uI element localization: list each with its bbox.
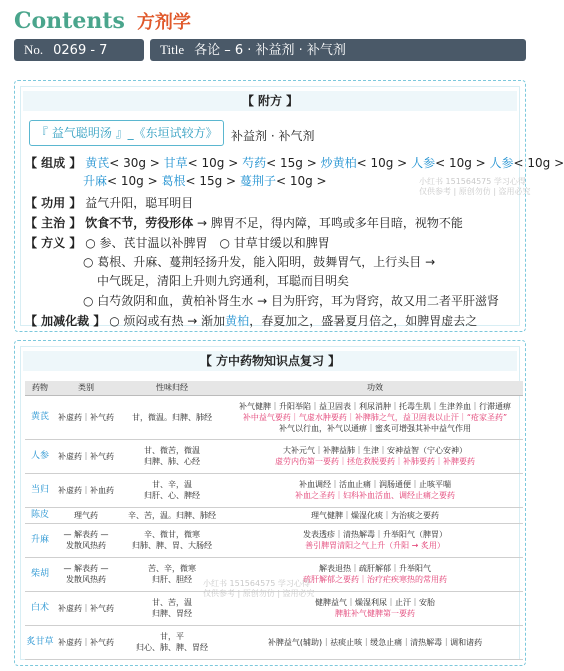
table-row	[25, 507, 523, 523]
effect-line: 补气健脾｜升阳举陷｜益卫固表｜利尿消肿｜托毒生肌｜生津养血｜行滞通痹	[239, 401, 511, 411]
herb-cell: 当归	[25, 473, 55, 507]
review-heading: 【 方中药物知识点复习 】	[23, 351, 517, 371]
composition-line-2	[83, 174, 327, 188]
title-value: 各论 – 6 · 补益剂 · 补气剂	[194, 43, 346, 58]
column-header: 功效	[227, 381, 523, 395]
review-panel	[14, 340, 526, 666]
effect-cell	[227, 625, 523, 659]
herb-dose: < 30g >	[109, 156, 160, 170]
title-bar	[150, 39, 526, 61]
category-line: 补虚药｜补气药	[58, 451, 114, 461]
table-row	[25, 395, 523, 439]
effect-line: 补血之圣药｜妇科补血活血、调经止痛之要药	[295, 491, 455, 500]
page-header	[14, 8, 191, 34]
header-title-en: Contents	[14, 8, 125, 34]
effect-row	[25, 195, 193, 211]
effect-line: 虚劳内伤第一要药｜拯危救脱要药｜补肺要药｜补脾要药	[275, 457, 475, 466]
watermark-line-1: 小红书 151564575 学习心得	[419, 177, 526, 186]
nature-line: 甘、苦，温	[152, 598, 192, 607]
herb-dose: < 10g >	[513, 156, 564, 170]
nature-cell	[117, 395, 227, 439]
nature-line: 归肝、心、脾经	[144, 491, 200, 500]
herb-name: 甘草	[163, 156, 188, 170]
nature-line: 甘，微温。归脾、肺经	[132, 412, 212, 422]
herb-cell: 柴胡	[25, 557, 55, 591]
category-line: 补虚药｜补气药	[58, 412, 114, 422]
category-line: 理气药	[74, 510, 98, 520]
nature-line: 归脾、胃经	[152, 609, 192, 618]
analysis-row	[25, 235, 330, 251]
nature-line: 甘、微苦，微温	[144, 446, 200, 455]
herb-cell: 人参	[25, 439, 55, 473]
category-line: 补虚药｜补气药	[58, 637, 114, 647]
herb-name: 炒黄柏	[320, 156, 357, 170]
nature-cell	[117, 523, 227, 557]
nature-cell	[117, 473, 227, 507]
category-line: 发散风热药	[66, 575, 106, 584]
category-line: 发散风热药	[66, 541, 106, 550]
effect-line: 理气健脾｜燥湿化痰｜为治痰之要药	[311, 510, 439, 520]
herb-name: 升麻	[83, 174, 108, 188]
table-row	[25, 473, 523, 507]
herb-dose: < 10g >	[356, 156, 408, 170]
formula-name: 『 益气聪明汤 』_《东垣试较方》	[29, 120, 224, 146]
modification-herb: 黄柏	[225, 314, 250, 328]
modification-post: ，春夏加之，盛暑夏月倍之，如脾胃虚去之	[249, 314, 478, 328]
effect-cell	[227, 439, 523, 473]
effect-line: 补气以行血，补气以通痹｜蜜炙可增强其补中益气作用	[279, 423, 471, 433]
nature-line: 甘、辛，温	[152, 480, 192, 489]
effect-line: 脾脏补气健脾第一要药	[335, 609, 415, 618]
table-row	[25, 523, 523, 557]
effect-line: 善引脾胃清阳之气上升（升阳 → 炙用）	[305, 541, 445, 550]
watermark-line-2: 仅供参考 | 原创勿仿 | 盗用必究	[419, 187, 531, 196]
herb-dose: < 10g >	[107, 174, 158, 188]
herb-cell: 升麻	[25, 523, 55, 557]
effect-line: 大补元气｜补脾益肺｜生津｜安神益智（宁心安神）	[283, 446, 467, 455]
category-cell	[55, 439, 117, 473]
herb-cell: 陈皮	[25, 507, 55, 523]
number-label: No.	[24, 42, 44, 57]
category-cell	[55, 507, 117, 523]
effect-line: 解表退热｜疏肝解郁｜升举阳气	[319, 564, 431, 573]
analysis-line-1: ○ 参、芪甘温以补脾胃 ○ 甘草甘缓以和脾胃	[85, 236, 330, 250]
herb-cell: 炙甘草	[25, 625, 55, 659]
nature-cell	[117, 625, 227, 659]
nature-line: 辛、苦，温。归脾、肺经	[128, 510, 216, 520]
indication-row	[25, 215, 463, 231]
category-cell	[55, 523, 117, 557]
category-cell	[55, 625, 117, 659]
indication-key: 【 主治 】	[25, 216, 82, 230]
formula-category: 补益剂 · 补气剂	[231, 129, 315, 143]
appendix-panel	[14, 80, 564, 332]
effect-line: 健脾益气｜燥湿利尿｜止汗｜安胎	[315, 598, 435, 607]
analysis-line-2: ○ 葛根、升麻、蔓荆轻扬升发，能入阳明，鼓舞胃气，上行头目 →	[83, 255, 436, 269]
herb-name: 蔓荆子	[239, 174, 276, 188]
header-title-zh: 方剂学	[136, 12, 191, 33]
category-line: 补虚药｜补气药	[58, 603, 114, 613]
effect-cell	[227, 523, 523, 557]
nature-line: 辛、微甘，微寒	[144, 530, 200, 539]
herb-name: 芍药	[242, 156, 267, 170]
herb-name: 黄芪	[85, 156, 110, 170]
nature-cell	[117, 439, 227, 473]
appendix-heading: 【 附方 】	[23, 91, 517, 111]
effect-cell	[227, 395, 523, 439]
review-watermark-1: 小红书 151564575 学习心得	[203, 579, 310, 588]
table-row	[25, 625, 523, 659]
effect-key: 【 功用 】	[25, 196, 82, 210]
category-cell	[55, 395, 117, 439]
column-header: 性味归经	[117, 381, 227, 395]
nature-line: 苦、辛，微寒	[148, 564, 196, 573]
effect-line: 补中益气要药｜气虚水肿要药｜补脾肺之气，益卫固表以止汗｜“疮家圣药”	[242, 412, 508, 422]
herb-cell: 白术	[25, 591, 55, 625]
analysis-key: 【 方义 】	[25, 236, 82, 250]
review-panel-inner	[20, 346, 520, 660]
modification-key: 【 加减化裁 】	[25, 314, 106, 328]
herb-dose: < 10g >	[435, 156, 486, 170]
modification-pre: ○ 烦闷或有热 → 渐加	[109, 314, 226, 328]
category-cell	[55, 473, 117, 507]
herb-dose: < 15g >	[185, 174, 237, 188]
effect-line: 发表透疹｜清热解毒｜升举阳气（脾胃）	[303, 530, 447, 539]
nature-line: 归肺、脾、胃、大肠经	[132, 541, 212, 550]
effect-cell	[227, 507, 523, 523]
number-value: 0269 - 7	[53, 43, 108, 58]
category-line: — 解表药 —	[63, 564, 109, 573]
effect-line: 疏肝解郁之要药｜治疗疟疾寒热的常用药	[303, 575, 447, 584]
category-cell	[55, 591, 117, 625]
indication-bold: 饮食不节，劳役形体	[85, 216, 194, 230]
effect-line: 补血调经｜活血止痛｜润肠通便｜止咳平喘	[299, 480, 451, 489]
nature-line: 归脾、肺、心经	[144, 457, 200, 466]
herb-name: 人参	[411, 156, 436, 170]
composition-row-2	[83, 173, 327, 189]
table-row	[25, 439, 523, 473]
herb-dose: < 10g >	[275, 174, 327, 188]
analysis-line-3: 中气既足，清阳上升则九窍通利，耳聪而目明矣	[97, 274, 350, 288]
effect-text: 益气升阳，聪耳明目	[85, 196, 194, 210]
category-cell	[55, 557, 117, 591]
indication-rest: → 脾胃不足，得内障，耳鸣或多年目暗，视物不能	[193, 216, 463, 230]
review-table	[25, 381, 523, 660]
title-label: Title	[160, 42, 185, 57]
effect-cell	[227, 473, 523, 507]
table-header-row	[25, 381, 523, 395]
composition-key: 【 组成 】	[25, 156, 82, 170]
category-line: 补虚药｜补血药	[58, 485, 114, 495]
herb-cell: 黄芪	[25, 395, 55, 439]
nature-line: 甘，平	[160, 632, 184, 641]
review-watermark-2: 仅供参考 | 原创勿仿 | 盗用必究	[203, 589, 315, 598]
analysis-line-4: ○ 白芍敛阴和血，黄柏补肾生水 → 目为肝窍，耳为肾窍，故又用二者平肝滋肾	[83, 294, 499, 308]
modification-row	[25, 313, 477, 329]
herb-name: 人参	[489, 156, 514, 170]
number-bar	[14, 39, 144, 61]
appendix-panel-inner	[20, 86, 564, 328]
herb-dose: < 10g >	[187, 156, 239, 170]
composition-line-1	[85, 156, 564, 170]
effect-line: 补脾益气(辅助)｜祛痰止咳｜缓急止痛｜清热解毒｜调和诸药	[267, 637, 483, 647]
herb-dose: < 15g >	[266, 156, 317, 170]
category-line: — 解表药 —	[63, 530, 109, 539]
composition-row	[25, 155, 564, 171]
nature-cell	[117, 507, 227, 523]
nature-line: 归心、肺、脾、胃经	[136, 643, 208, 652]
column-header: 药物	[25, 381, 55, 395]
herb-name: 葛根	[161, 174, 186, 188]
nature-line: 归肝、胆经	[152, 575, 192, 584]
column-header: 类别	[55, 381, 117, 395]
